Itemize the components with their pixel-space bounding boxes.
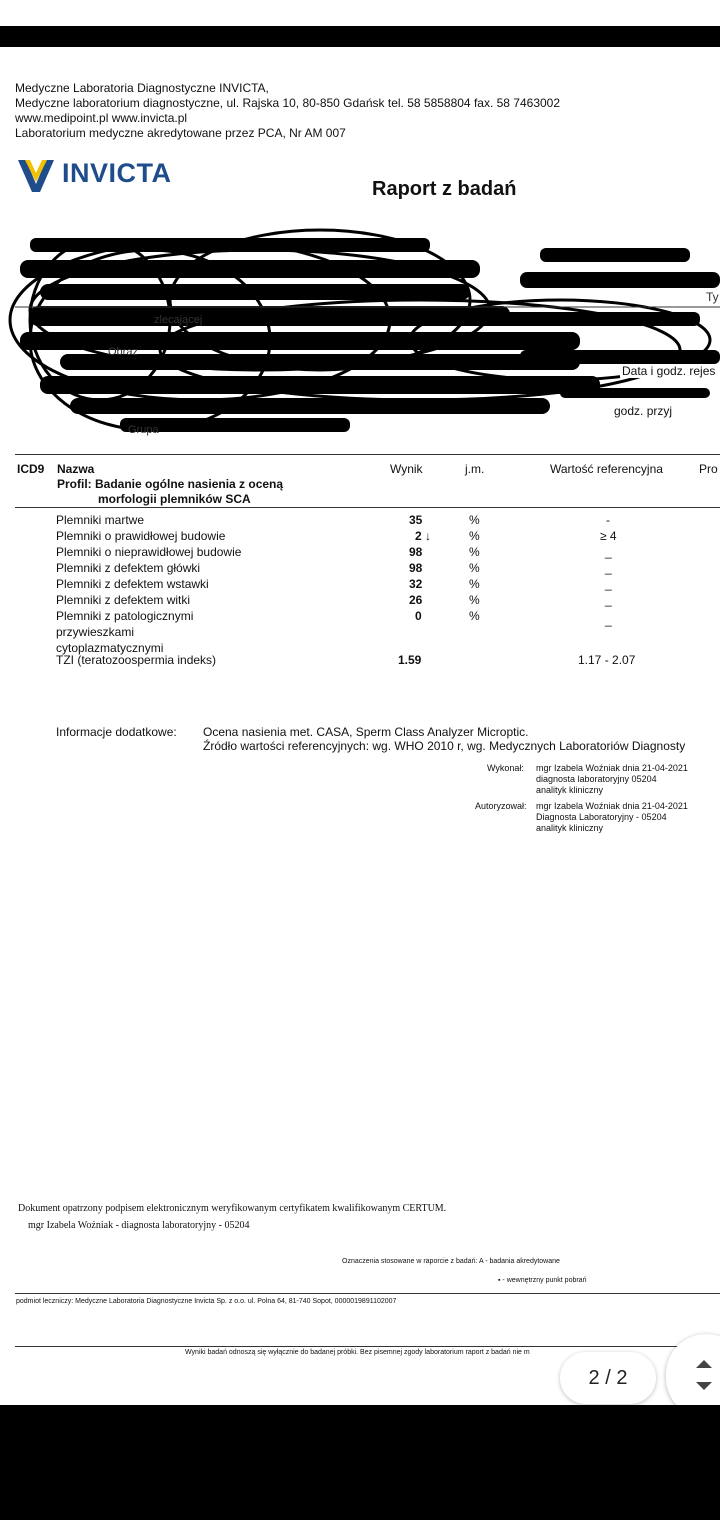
table-row-ref: _: [605, 577, 612, 591]
legend-collection-point: ▪ - wewnętrzny punkt pobrań: [498, 1277, 587, 1284]
invicta-logo: [16, 156, 186, 196]
table-row-name: Plemniki o nieprawidłowej budowie: [56, 545, 242, 559]
authorized-by-name: mgr Izabela Woźniak dnia 21-04-2021: [536, 801, 688, 811]
report-title: Raport z badań: [372, 178, 517, 200]
table-row-name-cont: cytoplazmatycznymi: [56, 641, 164, 655]
performed-by-label: Wykonał:: [487, 763, 524, 773]
lab-accreditation: Laboratorium medyczne akredytowane przez PCA, Nr AM 007: [15, 126, 346, 140]
profile-title: Profil: Badanie ogólne nasienia z oceną: [57, 477, 284, 491]
top-black-bar: [0, 26, 720, 47]
table-row-ref: 1.17 - 2.07: [578, 653, 636, 667]
table-row-ref: _: [605, 561, 612, 575]
bottom-black-area: [0, 1405, 720, 1520]
info-label: Informacje dodatkowe:: [56, 725, 177, 739]
col-unit: j.m.: [465, 462, 485, 476]
status-bar: [0, 0, 720, 26]
table-row-name: TZI (teratozoospermia indeks): [56, 653, 217, 667]
table-row-unit: %: [469, 593, 480, 607]
table-row-name-cont: przywieszkami: [56, 625, 135, 639]
lab-address: Medyczne laboratorium diagnostyczne, ul. Rajska 10, 80-850 Gdańsk tel. 58 5858804 fax. 58 7463002: [15, 96, 561, 110]
table-row-result: 0: [415, 609, 422, 623]
page-indicator-text: 2 / 2: [588, 1366, 628, 1389]
table-row-result: 98: [409, 545, 423, 559]
table-row-result: 35: [409, 513, 423, 527]
redacted-date-received: godz. przyj: [614, 404, 673, 418]
table-row-result: 26: [409, 593, 423, 607]
table-header-divider: [15, 507, 720, 508]
table-row-name: Plemniki martwe: [56, 513, 145, 527]
table-row-result: 1.59: [398, 653, 422, 667]
table-row-result: 2 ↓: [415, 529, 432, 543]
col-name: Nazwa: [57, 462, 95, 476]
table-row-name: Plemniki z defektem główki: [56, 561, 201, 575]
table-row-name: Plemniki z patologicznymi: [56, 609, 194, 623]
e-signature-note: Dokument opatrzony podpisem elektronicznym weryfikowanym certyfikatem kwalifikowanym CERTUM.: [18, 1203, 447, 1214]
table-row-unit: %: [469, 545, 480, 559]
col-pro: Pro: [699, 462, 718, 476]
redacted-date-registration: Data i godz. rejes: [622, 364, 716, 378]
table-row-ref: -: [606, 513, 610, 527]
table-top-divider: [15, 454, 720, 455]
table-row-unit: %: [469, 529, 480, 543]
legend-accredited: Oznaczenia stosowane w raporcie z badań: A - badania akredytowane: [342, 1258, 560, 1265]
info-method: Ocena nasienia met. CASA, Sperm Class Analyzer Microptic.: [203, 725, 529, 739]
e-signature-signer: mgr Izabela Woźniak - diagnosta laboratoryjny - 05204: [28, 1220, 250, 1231]
footer-divider-2: [15, 1346, 720, 1347]
table-row-result: 32: [409, 577, 423, 591]
redacted-image: Obraz: [108, 346, 138, 358]
table-row-ref: _: [605, 593, 612, 607]
table-row-ref: ≥ 4: [600, 529, 617, 543]
logo-text: INVICTA: [62, 158, 172, 188]
performed-by-role: analityk kliniczny: [536, 785, 604, 795]
performed-by-name: mgr Izabela Woźniak dnia 21-04-2021: [536, 763, 688, 773]
legal-entity: podmiot leczniczy: Medyczne Laboratoria Diagnostyczne Invicta Sp. z o.o. ul. Polna 64, 81-740 Sopot, 0000019891102007: [16, 1298, 397, 1305]
lab-websites: www.medipoint.pl www.invicta.pl: [15, 111, 188, 125]
disclaimer: Wyniki badań odnoszą się wyłącznie do badanej próbki. Bez pisemnej zgody laboratorium raport z badań nie m: [185, 1349, 530, 1356]
authorized-by-role: analityk kliniczny: [536, 823, 604, 833]
invicta-logo-mark: [16, 156, 56, 196]
footer-divider-1: [15, 1293, 720, 1294]
page-indicator: [560, 1352, 656, 1404]
profile-subtitle: morfologii plemników SCA: [98, 492, 251, 506]
table-row-name: Plemniki z defektem wstawki: [56, 577, 209, 591]
authorized-by-title: Diagnosta Laboratoryjny - 05204: [536, 812, 667, 822]
table-row-name: Plemniki z defektem witki: [56, 593, 191, 607]
table-row-name: Plemniki o prawidłowej budowie: [56, 529, 226, 543]
redacted-ordering-unit: zlecającej: [154, 314, 203, 326]
col-icd9: ICD9: [17, 462, 45, 476]
redacted-type: Ty: [706, 290, 719, 304]
table-row-ref: _: [605, 613, 612, 627]
table-row-unit: %: [469, 513, 480, 527]
lab-name: Medyczne Laboratoria Diagnostyczne INVICTA,: [15, 81, 269, 95]
table-row-unit: %: [469, 609, 480, 623]
table-row-unit: %: [469, 577, 480, 591]
table-row-ref: _: [605, 545, 612, 559]
table-row-result: 98: [409, 561, 423, 575]
table-row-unit: %: [469, 561, 480, 575]
col-result: Wynik: [390, 462, 423, 476]
authorized-by-label: Autoryzował:: [475, 801, 527, 811]
redacted-group: Grupa: [128, 424, 159, 436]
info-reference-source: Źródło wartości referencyjnych: wg. WHO 2010 r, wg. Medycznych Laboratoriów Diagnosty: [203, 739, 686, 753]
col-reference: Wartość referencyjna: [550, 462, 663, 476]
performed-by-title: diagnosta laboratoryjny 05204: [536, 774, 657, 784]
